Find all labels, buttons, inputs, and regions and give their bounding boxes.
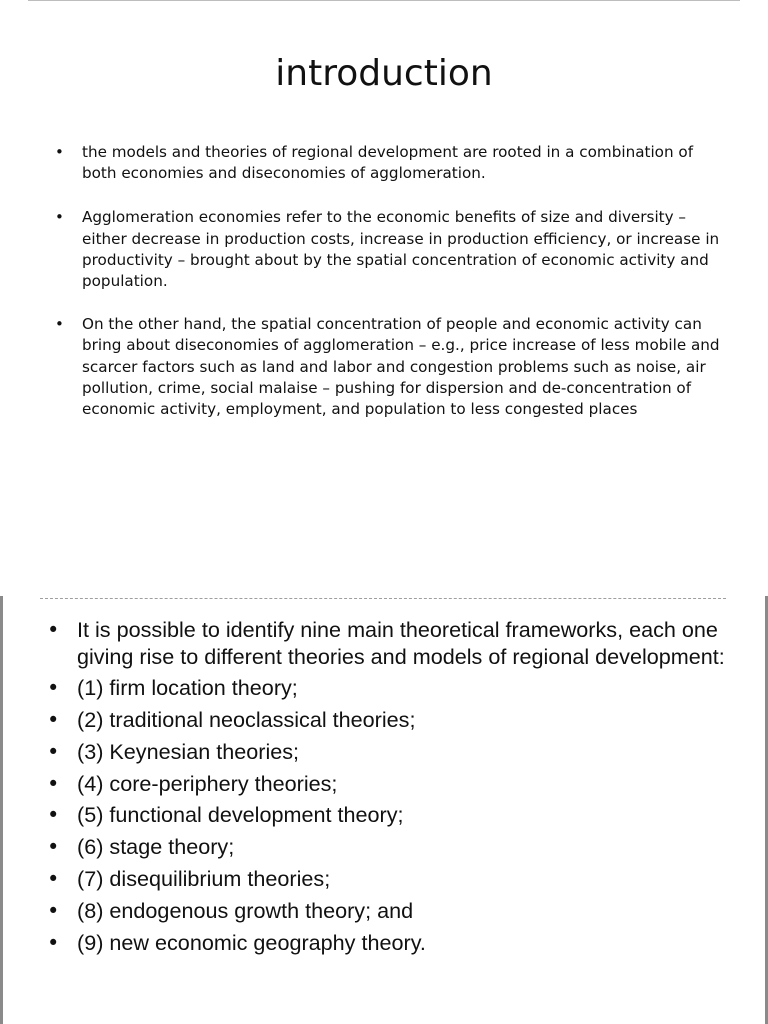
- bullet-dot-icon: •: [47, 803, 60, 828]
- bullet-text: the models and theories of regional development are rooted in a combination of both economies and diseconomies of agglomeration.: [82, 143, 694, 183]
- top-page-edge: [28, 0, 740, 1]
- bullet-text: It is possible to identify nine main theoretical frameworks, each one giving rise to different theories and models of regional development:: [77, 617, 725, 669]
- list-item: [47, 770, 737, 798]
- list-item: [47, 897, 737, 925]
- slide-divider: [40, 598, 726, 599]
- list-item: [47, 707, 737, 734]
- frameworks-bullet-list: [47, 617, 737, 961]
- bullet-text: (9) new economic geography theory.: [77, 929, 426, 955]
- intro-bullet-list: [55, 142, 722, 441]
- bullet-text: On the other hand, the spatial concentration of people and economic activity can bring about diseconomies of agglomeration – e.g., price increase of less mobile and scarcer factors such as land and labor and congestion problems such as noise, air pollution, crime, social malaise – pushing for dispersion and de-concentration of economic activity, employment, and population to less congested places: [82, 315, 720, 419]
- list-item: [55, 314, 722, 420]
- bullet-text: (6) stage theory;: [77, 834, 235, 860]
- bullet-dot-icon: •: [47, 930, 60, 955]
- bullet-dot-icon: •: [47, 739, 60, 764]
- bullet-dot-icon: •: [47, 867, 60, 892]
- bullet-dot-icon: •: [55, 143, 64, 161]
- list-item: [47, 738, 737, 766]
- bullet-text: (7) disequilibrium theories;: [77, 866, 331, 892]
- bullet-dot-icon: •: [55, 315, 64, 334]
- bullet-dot-icon: •: [47, 708, 60, 733]
- bullet-dot-icon: •: [55, 208, 64, 227]
- bullet-dot-icon: •: [47, 676, 60, 701]
- bullet-text: (3) Keynesian theories;: [77, 738, 300, 764]
- bullet-text: (8) endogenous growth theory; and: [77, 897, 414, 923]
- list-item: [47, 929, 737, 957]
- list-item: [47, 866, 737, 893]
- list-item: [55, 207, 722, 292]
- list-item: [47, 802, 737, 829]
- page-edge-left: [0, 596, 3, 1024]
- bullet-text: (2) traditional neoclassical theories;: [77, 707, 416, 733]
- bullet-text: (4) core-periphery theories;: [77, 770, 338, 796]
- bullet-text: (1) firm location theory;: [77, 675, 298, 701]
- bullet-dot-icon: •: [47, 771, 60, 796]
- bullet-text: Agglomeration economies refer to the economic benefits of size and diversity – either decrease in production costs, increase in production efficiency, or increase in productivity – brought about by the spatial concentration of economic activity and population.: [82, 208, 720, 291]
- bullet-text: (5) functional development theory;: [77, 802, 404, 828]
- bullet-dot-icon: •: [47, 835, 60, 860]
- bullet-dot-icon: •: [47, 618, 60, 642]
- slide-title: introduction: [275, 53, 493, 94]
- bullet-dot-icon: •: [47, 898, 60, 923]
- list-item: [47, 675, 737, 702]
- list-item: [55, 142, 722, 184]
- list-item: [47, 617, 737, 670]
- list-item: [47, 834, 737, 861]
